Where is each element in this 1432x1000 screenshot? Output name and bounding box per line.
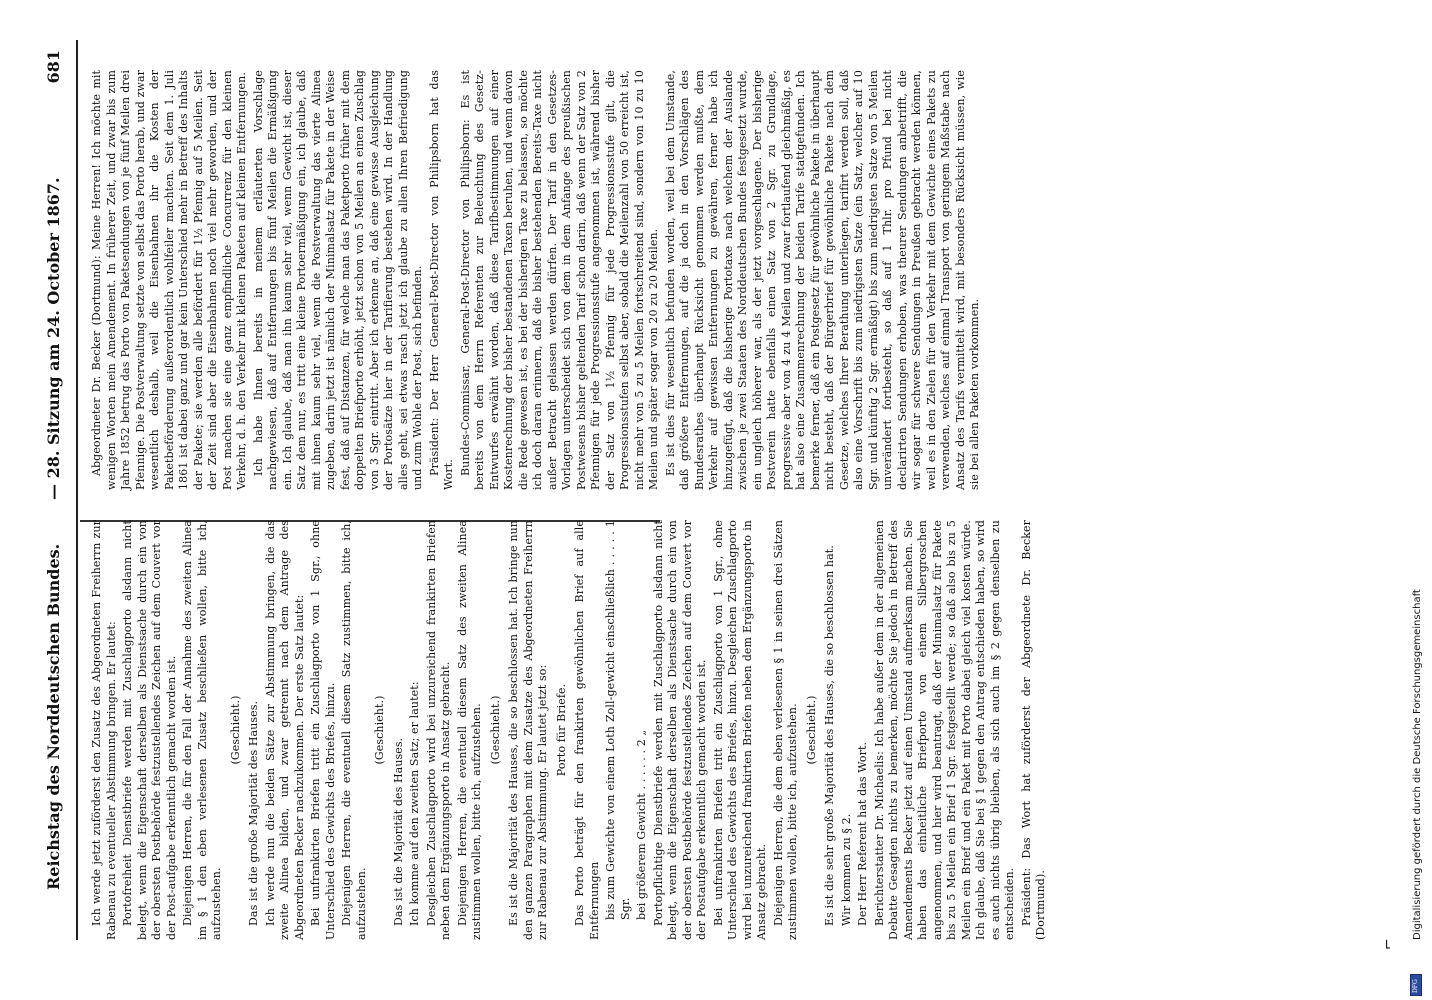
left-column-paragraph: Portofreiheit Dienstbriefe werden mit Zuschlagporto alsdann nicht belegt, wenn die Eigenschaft derselben als Dienstsache durch ein von der obersten Postbehörde festzustellendes Zeichen auf dem Couvert vor der Post-aufgabe erkenntlich gemacht worden ist. bbox=[121, 520, 178, 940]
left-column-paragraph: Das Porto beträgt für den frankirten gewöhnlichen Brief auf alle Entfernungen bbox=[573, 520, 601, 940]
left-column-paragraph: Berichterstatter Dr. Michaelis: Ich habe außer dem in der allgemeinen Debatte Gesagten nichts zu bemerken, möchte Sie jedoch in Betreff des Amendements Becker jetzt auf einen Umstand aufmerksam machen. Sie haben das einheitliche Briefporto von einem Silbergroschen angenommen, und hier wird beantragt, daß der Minimalsatz für Pakete bis zu 5 Meilen ein Brief 1 Sgr. festgestellt werde; so daß also bis zu 5 Meilen ein Brief und ein Paket mit Porto dabei gleich viel kosten würde. Ich glaube, daß Sie bei § 1 gegen den Antrag entschieden haben, so wird es auch nichts übrig bleiben, als sich auch im § 2 gegen denselben zu entscheiden. bbox=[872, 520, 1016, 940]
header-rule bbox=[76, 40, 78, 940]
left-column-paragraph: Ich komme auf den zweiten Satz; er lautet: bbox=[408, 681, 421, 926]
dfg-logo bbox=[1410, 974, 1422, 996]
left-column-paragraph: Es ist die Majorität des Hauses, die so beschlossen hat. Ich bringe nun den ganzen Paragraphen mit dem Zusatze des Abgeordneten Freiherrn zur Rabenau zur Abstimmung. Er lautet jetzt so: bbox=[507, 520, 549, 940]
left-column-paragraph: Diejenigen Herren, die für den Fall der Annahme des zweiten Alinea im § 1 den eben verlesenen Zusatz beschließen wollen, bitte ich, aufzustehen. bbox=[181, 520, 223, 940]
page-header bbox=[36, 30, 76, 970]
right-column bbox=[90, 70, 985, 490]
right-column-paragraph: Abgeordneter Dr. Becker (Dortmund): Meine Herren! Ich möchte mit wenigen Worten mein Amendement. In früherer Zeit, und zwar bis zum Jahre 1852 betrug das Porto von Paketsendungen von je fünf Meilen drei Pfennige. Die Postverwaltung setzte von selbst das Porto herab, und zwar wesentlich deshalb, weil die Eisenbahnen ihr die Kosten der Paketbeförderung außerordentlich wohlfeiler machten. Seit dem 1. Juli 1861 ist dabei ganz und gar kein Unterschied mehr in Betreff des Inhalts der Pakete; sie werden alle befördert für 1½ Pfennig auf 5 Meilen. Seit der Zeit sind aber die Eisenbahnen noch viel mehr geworden, und der Post machen sie eine ganz empfindliche Concurrenz für den kleinen Verkehr, d. h. den Verkehr mit kleinen Paketen auf kleinen Entfernungen. bbox=[90, 70, 248, 490]
header-session: — 28. Sitzung am 24. October 1867. bbox=[44, 177, 63, 500]
left-column-paragraph: Es ist die sehr große Majorität des Hauses, die so beschlossen hat. bbox=[823, 545, 836, 926]
left-column-paragraph: Bei unfrankirten Briefen tritt ein Zuschlagporto von 1 Sgr., ohne Unterschied des Gewichts des Briefes, hinzu. Desgleichen Zuschlagporto wird bei unzureichend frankirten Briefen neben dem Ergänzungsporto in Ansatz gebracht. bbox=[711, 520, 768, 940]
left-column-paragraph: (Geschieht.) bbox=[804, 695, 818, 765]
scan-mark: ⌐ bbox=[1380, 938, 1396, 950]
right-column-paragraph: Bundes-Commissar, General-Post-Director von Philipsborn: Es ist bereits von dem Herrn Referenten zur Beleuchtung des Gesetz-Entwurfes erwähnt worden, daß diese Tarifbestimmungen auf einer Kostenrechnung der bisher bestandenen Taxen beruhen, und wenn davon die Rede gewesen ist, es bei der bisherigen Taxe zu belassen, so möchte ich doch daran erinnern, daß die bisher bestehenden Bereits-Taxe nicht außer Betracht gelassen werden dürfen. Der Tarif in den Gesetzes-Vorlagen unterscheidet sich von dem in dem Anfange des preußischen Postwesens bisher geltenden Tarif schon darin, daß wenn der Satz von 2 Pfennigen für jede Progressionsstufe angenommen ist, während bisher der Satz von 1½ Pfennig für jede Progressionsstufe gilt, die Progressionsstufen selbst aber, sobald die Meilenzahl von 50 erreicht ist, nicht mehr von 5 zu 5 Meilen fortschreitend sind, sondern von 10 zu 10 Meilen und später sogar von 20 zu 20 Meilen. bbox=[458, 70, 660, 490]
left-column-paragraph: Der Herr Referent hat das Wort. bbox=[856, 741, 869, 926]
right-column-paragraph: Es ist dies für wesentlich befunden worden, weil bei dem Umstande, daß größere Entfernungen, auf die ja doch in den Vorschlägen des Bundesrathes überhaupt Rücksicht genommen werden mußte, dem Verkehr auf gewissen Entfernungen zu gewähren, ferner habe ich hinzugefügt, daß die bisherige Portotaxe nach welchem der Auslande zwischen je zwei Staaten des Norddeutschen Bundes festgesetzt wurde, ein ungleich höherer war, als der jetzt vorgeschlagene. Der bisherige Postverein hatte ebenfalls einen Satz von 2 Sgr. zu Grundlage, progressive aber von 4 zu 4 Meilen und zwar fortlaufend gleichmäßig, es hat also eine Zusammenrechnung der beiden Tarife stattgefunden. Ich bemerke ferner, daß ein Postgesetz für gewöhnliche Pakete in überhaupt nicht besteht, daß der Bürgerbrief für gewöhnliche Pakete nach dem Gesetze, welches Ihrer Berathung unterliegen, tarifirt werden soll, daß also eine Vorschrift bis zum niedrigsten Satze (ein Satz, welcher auf 10 Sgr. und künftig 2 Sgr. ermäßigt) bis zum niedrigsten Satze von 5 Meilen unverändert fortbesteht, so daß auf 1 Thlr. pro Pfund bei nicht declarirten Sendungen erhoben, was theurer Sendungen anbetrifft, die wir sogar für schwere Sendungen in Preußen gebracht werden können, weil es in den Zielen für den Verkehr mit dem Gewichte eines Pakets zu verwenden, welches auf einmal Transport von geringem Maßstabe nach Ansatz des Tarifs vermittelt wird, mit besonders Rücksicht müssen, wie sie bei allen Paketen vorkommen. bbox=[663, 70, 981, 490]
dfg-logo-text: DFG bbox=[1412, 979, 1419, 993]
left-column-paragraph: Das ist die große Majorität des Hauses. bbox=[247, 700, 260, 926]
left-column-paragraph: bis zum Gewichte von einem Loth Zoll-gewicht einschließlich . . . . . 1 Sgr. bbox=[604, 520, 632, 920]
left-column-paragraph: Diejenigen Herren, die dem eben verlesenen § 1 in seinen drei Sätzen zustimmen wollen, bitte ich, aufzustehen. bbox=[771, 520, 799, 940]
left-column-paragraph: (Geschieht.) bbox=[373, 695, 386, 765]
left-column-paragraph: Diejenigen Herren, die eventuell diesem Satz zustimmen, bitte ich, aufzustehen. bbox=[340, 520, 368, 940]
left-column-paragraph: Wir kommen zu § 2. bbox=[839, 813, 853, 926]
header-title: Reichstag des Norddeutschen Bundes. bbox=[44, 543, 63, 890]
left-column-paragraph: Präsident: Das Wort hat zuförderst der Abgeordnete Dr. Becker (Dortmund). bbox=[1019, 520, 1047, 940]
left-column-paragraph: Das ist die Majorität des Hauses. bbox=[391, 737, 405, 926]
left-column-paragraph: Portopflichtige Dienstbriefe werden mit Zuschlagporto alsdann nicht belegt, wenn die Eigenschaft derselben als Dienstsache durch ein von der obersten Postbehörde festzustellendes Zeichen auf dem Couvert vor der Postaufgabe erkenntlich gemacht worden ist. bbox=[651, 520, 708, 940]
left-column-paragraph: Desgleichen Zuschlagporto wird bei unzureichend frankirten Briefen neben dem Ergänzungsporto in Ansatz gebracht. bbox=[424, 520, 452, 940]
left-column-paragraph: Diejenigen Herren, die eventuell diesem Satz des zweiten Alinea zustimmen wollen, bitte ich, aufzustehen. bbox=[455, 520, 483, 940]
left-column bbox=[90, 520, 1051, 940]
left-column-paragraph: Bei unfrankirten Briefen tritt ein Zuschlagporto von 1 Sgr., ohne Unterschied des Gewichts des Briefes, hinzu. bbox=[309, 520, 337, 940]
left-column-paragraph: Ich werde jetzt zuförderst den Zusatz des Abgeordneten Freiherrn zur Rabenau zu eventueller Abstimmung bringen. Er lautet: bbox=[90, 520, 118, 940]
left-column-paragraph: bei größerem Gewicht . . . . . . 2 „ bbox=[635, 729, 648, 920]
left-column-paragraph: (Geschieht.) bbox=[228, 695, 242, 765]
left-column-paragraph: Porto für Briefe. bbox=[554, 683, 568, 777]
digitization-credit: Digitalisierung gefördert durch die Deutsche Forschungsgemeinschaft bbox=[1412, 589, 1423, 940]
page-number: 681 bbox=[44, 50, 63, 84]
right-column-paragraph: Ich habe Ihnen bereits in meinem erläuterten Vorschlage nachgewiesen, daß auf Entfernungen bis fünf Meilen die Ermäßigung ein. Ich glaube, daß man ihn kaum sehr viel, wenn Gewicht ist, dieser Satz dem nur, es tritt eine kleine Portoermäßigung ein, ich glaube, daß mit ihnen kaum sehr viel, wenn die Postverwaltung das vierte Alinea zugeben, darin jetzt ist nämlich der Minimalsatz für Pakete in der Weise fest, daß auf Distanzen, für welche man das Paketporto früher mit dem doppelten Briefporto erhöht, jetzt schon von 5 Meilen an einen Zuschlag von 3 Sgr. eintritt. Aber ich erkenne an, daß eine gewisse Ausgleichung der Portosätze hier in der Tarifierung bestehen wird. In der Handlung alles geht, sei etwas rasch jetzt ich glaube zu allen Ihren Befriedigung und zum Wohle der Post, sich befinden. bbox=[251, 70, 424, 490]
right-column-paragraph: Präsident: Der Herr General-Post-Director von Philipsborn hat das Wort. bbox=[427, 70, 455, 490]
left-column-paragraph: Ich werde nun die beiden Sätze zur Abstimmung bringen, die das zweite Alinea bilden, und zwar getrennt nach dem Antrage des Abgeordneten Becker nachzukommen. Der erste Satz lautet: bbox=[263, 520, 306, 940]
left-column-paragraph: (Geschieht.) bbox=[488, 695, 502, 765]
